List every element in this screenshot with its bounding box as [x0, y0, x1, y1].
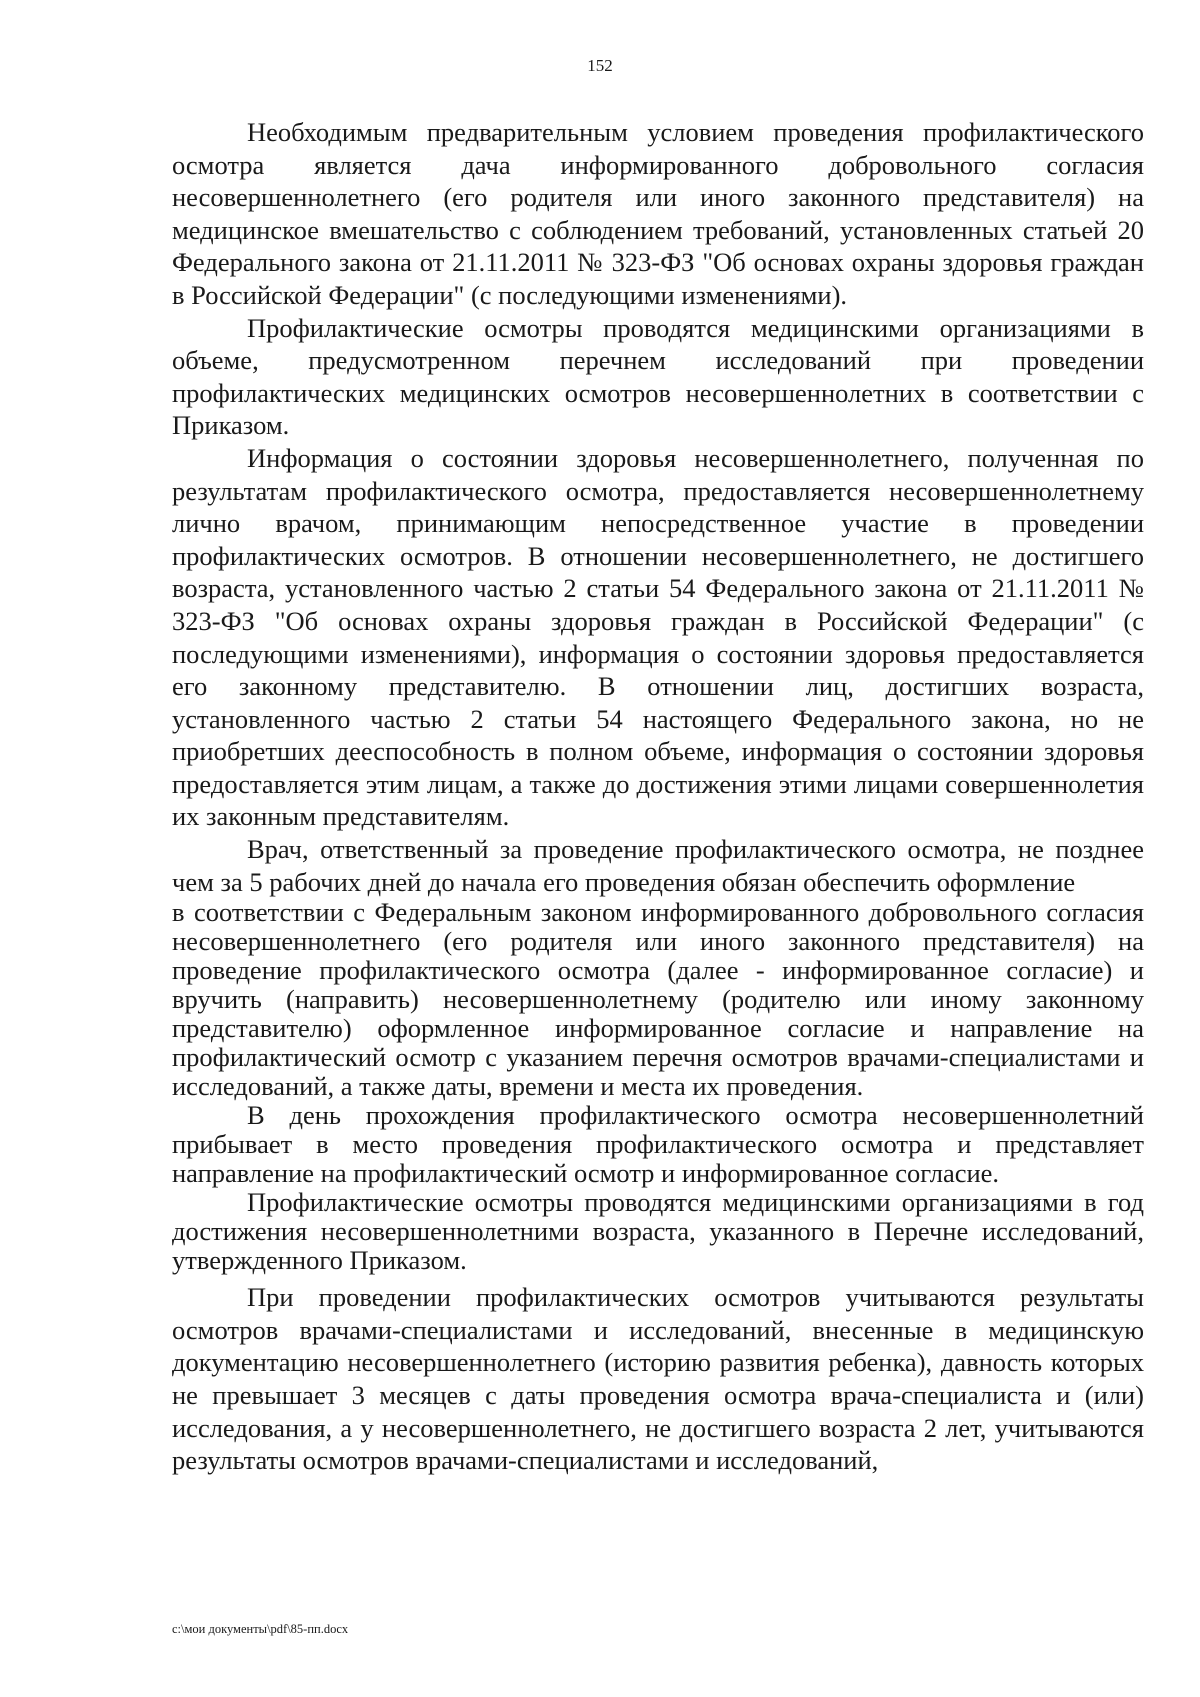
paragraph-exam-timing: Профилактические осмотры проводятся медицинскими организациями в год достижения несовершеннолетними возраста, указанного в Перечне исследований, утвержденного Приказом.: [172, 1187, 1144, 1276]
paragraph-prior-results: При проведении профилактических осмотров учитываются результаты осмотров врачами-специалистами и исследований, внесенные в медицинскую документацию несовершеннолетнего (историю развития ребенка), давность которых не превышает 3 месяцев с даты проведения осмотра врача-специалиста и (или) исследования, а у несовершеннолетнего, не достигшего возраста 2 лет, учитываются результаты осмотров врачами-специалистами и исследований,: [172, 1282, 1144, 1476]
page-number: 152: [587, 56, 613, 75]
document-body: [172, 116, 1144, 1477]
paragraph-doctor-responsibility: Врач, ответственный за проведение профилактического осмотра, не позднее чем за 5 рабочих дней до начала его проведения обязан обеспечить оформление: [172, 834, 1144, 897]
paragraph-exam-day: В день прохождения профилактического осмотра несовершеннолетний прибывает в место проведения профилактического осмотра и представляет направление на профилактический осмотр и информированное согласие.: [172, 1100, 1144, 1189]
paragraph-consent-requirement: Необходимым предварительным условием проведения профилактического осмотра является дача информированного добровольного согласия несовершеннолетнего (его родителя или иного законного представителя) на медицинское вмешательство с соблюдением требований, установленных статьей 20 Федерального закона от 21.11.2011 № 323-ФЗ "Об основах охраны здоровья граждан в Российской Федерации" (с последующими изменениями).: [172, 117, 1144, 310]
paragraph-exam-scope: Профилактические осмотры проводятся медицинскими организациями в объеме, предусмотренном перечнем исследований при проведении профилактических медицинских осмотров несовершеннолетних в соответствии с Приказом.: [172, 312, 1144, 441]
footer-file-path: c:\мои документы\pdf\85-пп.docx: [172, 1622, 349, 1636]
paragraph-consent-form: в соответствии с Федеральным законом информированного добровольного согласия несовершеннолетнего (его родителя или иного законного представителя) на проведение профилактического осмотра (далее - информированное согласие) и вручить (направить) несовершеннолетнему (родителю или иному законному представителю) оформленное информированное согласие и направление на профилактический осмотр с указанием перечня осмотров врачами-специалистами и исследований, а также даты, времени и места их проведения.: [172, 897, 1144, 1102]
paragraph-health-information: Информация о состоянии здоровья несовершеннолетнего, полученная по результатам профилактического осмотра, предоставляется несовершеннолетнему лично врачом, принимающим непосредственное участие в проведении профилактических осмотров. В отношении несовершеннолетнего, не достигшего возраста, установленного частью 2 статьи 54 Федерального закона от 21.11.2011 № 323-ФЗ "Об основах охраны здоровья граждан в Российской Федерации" (с последующими изменениями), информация о состоянии здоровья предоставляется его законному представителю. В отношении лиц, достигших возраста, установленного частью 2 статьи 54 настоящего Федерального закона, но не приобретших дееспособность в полном объеме, информация о состоянии здоровья предоставляется этим лицам, а также до достижения этими лицами совершеннолетия их законным представителям.: [172, 442, 1144, 832]
